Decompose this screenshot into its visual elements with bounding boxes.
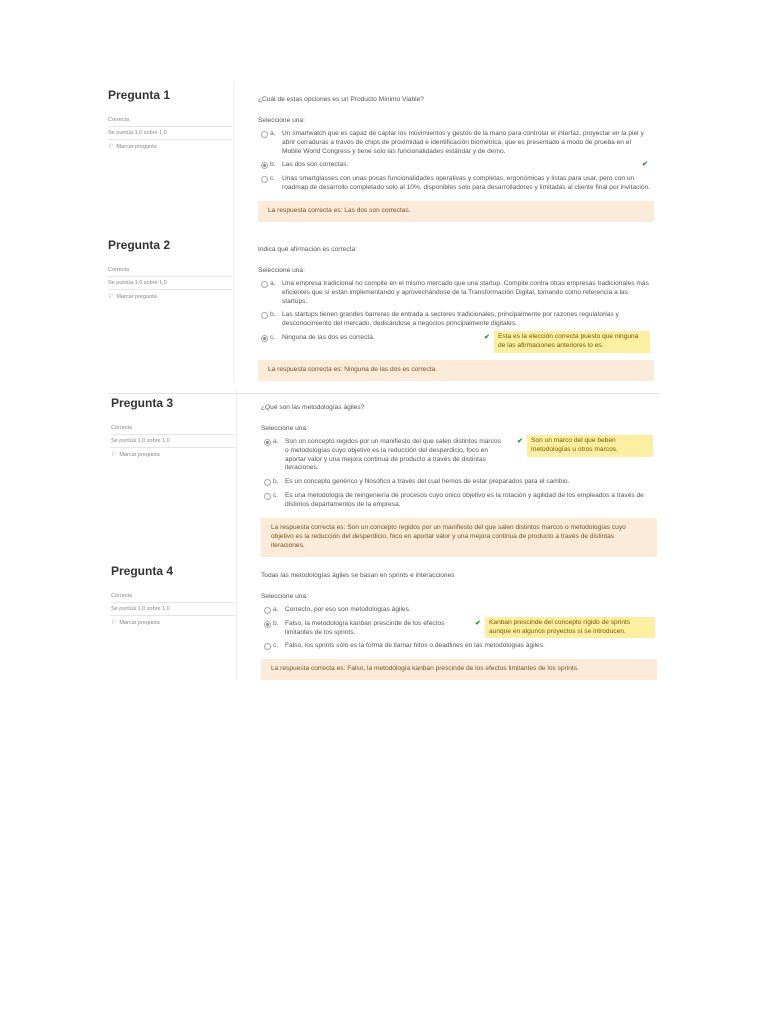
option-c[interactable]: c. Falso, los sprints sólo es la forma de llamar hitos o deadlines en las metodologías ágiles. <box>261 642 657 651</box>
question-content <box>261 404 657 557</box>
question-info <box>111 564 235 629</box>
option-text: Las dos son correctas. <box>282 161 349 169</box>
option-text: Una empresa tradicional no compite en el mismo mercado que una startup. Compite contra otras empresas tradicionales más eficientes que sí están implementando y aprovechándose de la Transformación Digital, tomando como referencia a las startups. <box>282 279 649 305</box>
option-text: Un smartwatch que es capaz de captar los movimientos y gestos de la mano para controlar el interfaz, proyectar en la piel y abrir cerraduras a través de chips de proximidad e identificación biométrica, que es presentado a modo de prueba en el Mobile World Congress y tiene solo las funcionalidades estándar y de demo. <box>282 129 644 155</box>
divider <box>236 558 237 680</box>
option-text: Unas smartglasses con unas pocas funcionalidades operativas y completas, ergonómicas y listas para usar, pero con un roadmap de desarrollo completado solo al 10%, disponibles solo para desarrolladores y limitadas al cliente final por invitación. <box>282 175 650 192</box>
option-b[interactable]: b. Es un concepto genérico y filosófico a través del cual hemos de estar preparados para el cambio. <box>261 478 657 487</box>
question-title: Pregunta 4 <box>111 564 174 578</box>
radio-a[interactable] <box>264 607 271 614</box>
option-a[interactable]: a. Una empresa tradicional no compite en el mismo mercado que una startup. Compite contra otras empresas tradicionales más eficientes que sí están implementando y aprovechándose de la Transformación Digital, tomando como referencia a las startups. <box>258 280 652 307</box>
check-icon: ✔ <box>484 334 490 342</box>
radio-a[interactable] <box>261 281 268 288</box>
select-label: Seleccione una: <box>261 592 308 600</box>
radio-b[interactable] <box>261 162 268 169</box>
specific-feedback: Son un marco del que beben metodologías u otros marcos. <box>527 435 653 457</box>
correct-answer-box: La respuesta correcta es: Ninguna de las dos es correcta. <box>258 360 654 381</box>
flag-question-link[interactable]: ⚐ Marcar pregunta <box>108 144 157 150</box>
question-score: Se puntúa 1,0 sobre 1,0 <box>111 603 235 616</box>
divider <box>236 390 237 558</box>
check-icon: ✔ <box>642 161 648 169</box>
option-c[interactable]: c. Es una metodología de reingeniería de procesos cuyo único objetivo es la rotación y agilidad de los empleados a través de distintos departamentos de la empresa. <box>261 492 657 510</box>
specific-feedback: Kanban prescinde del concepto rígido de sprints aunque en algunos proyectos sí se introducen. <box>485 617 655 639</box>
option-c[interactable]: c. Unas smartglasses con unas pocas funcionalidades operativas y completas, ergonómicas y listas para usar, pero con un roadmap de desarrollo completado solo al 10%, disponibles solo para desarrolladores y limitadas al cliente final por invitación. <box>258 175 652 193</box>
option-text: Son un concepto regidos por un manifiesto del que salen distintos marcos o metodologías cuyo objetivo es la reducción del desperdicio, foco en aportar valor y una mejora continua de producto a través de distintas iteraciones. <box>285 437 501 472</box>
question-score: Se puntúa 1,0 sobre 1,0 <box>108 277 232 290</box>
option-b[interactable]: b. Las startups tienen grandes barreras de entrada a sectores tradicionales, principalmente por razones regulatorias y desconocimiento del mercado, dedicándose a negocios principalmente digitales. <box>258 311 652 329</box>
flag-question-link[interactable]: ⚐ Marcar pregunta <box>111 452 160 458</box>
page-separator <box>108 393 660 394</box>
option-a[interactable]: a. Correcto, por eso son metodologías ágiles. <box>261 606 657 615</box>
option-text: Ninguna de las dos es correcta. <box>282 334 375 342</box>
divider <box>233 82 234 238</box>
radio-b[interactable] <box>264 479 271 486</box>
flag-question-link[interactable]: ⚐ Marcar pregunta <box>111 620 160 626</box>
correct-answer-box: La respuesta correcta es: Falso, la metodología kanban prescinde de los efectos limitantes de los sprints. <box>261 659 657 680</box>
select-label: Seleccione una: <box>258 266 305 274</box>
option-c[interactable]: c. Ninguna de las dos es correcta. ✔ Esta es la elección correcta puesto que ninguna de las afirmaciones anteriores lo es. <box>258 334 654 352</box>
question-content <box>261 572 657 680</box>
radio-c[interactable] <box>264 493 271 500</box>
question-4 <box>111 564 659 682</box>
option-b[interactable]: b. Falso, la metodología kanban prescinde de los efectos limitantes de los sprints. ✔ Kanban prescinde del concepto rígido de sprints aunque en algunos proyectos sí se introducen. <box>261 620 465 638</box>
option-text: Correcto, por eso son metodologías ágiles. <box>285 605 411 613</box>
question-text: Indica qué afirmación es correcta: <box>258 246 357 253</box>
option-text: Falso, la metodología kanban prescinde de los efectos limitantes de los sprints. <box>285 619 445 636</box>
option-b[interactable]: b. Las dos son correctas. ✔ <box>258 161 654 170</box>
check-icon: ✔ <box>475 619 481 627</box>
divider <box>233 232 234 382</box>
question-text: ¿Qué son las metodologías ágiles? <box>261 404 365 411</box>
select-label: Seleccione una: <box>261 424 308 432</box>
question-status: Correcta <box>108 114 232 127</box>
question-3 <box>111 396 659 561</box>
radio-c[interactable] <box>261 335 268 342</box>
question-info <box>108 238 232 303</box>
option-text: Falso, los sprints sólo es la forma de llamar hitos o deadlines en las metodologías ágiles. <box>285 642 545 650</box>
flag-icon: ⚐ <box>111 452 117 458</box>
question-content <box>258 246 654 381</box>
question-score: Se puntúa 1,0 sobre 1,0 <box>111 435 235 448</box>
correct-answer-box: La respuesta correcta es: Las dos son correctas. <box>258 201 654 222</box>
question-title: Pregunta 2 <box>108 238 171 252</box>
check-icon: ✔ <box>517 437 523 445</box>
option-a[interactable]: a. Un smartwatch que es capaz de captar los movimientos y gestos de la mano para controlar el interfaz, proyectar en la piel y abrir cerraduras a través de chips de proximidad e identificación biométrica, que es presentado a modo de prueba en el Mobile World Congress y tiene solo las funcionalidades estándar y de demo. <box>258 130 652 157</box>
correct-answer-box: La respuesta correcta es: Son un concepto regidos por un manifiesto del que salen distintos marcos o metodologías cuyo objetivo es la reducción del desperdicio, foco en aportar valor y una mejora continua de producto a través de distintas iteraciones. <box>261 518 657 557</box>
question-title: Pregunta 3 <box>111 396 174 410</box>
flag-question-link[interactable]: ⚐ Marcar pregunta <box>108 294 157 300</box>
question-1 <box>108 88 656 238</box>
question-info <box>111 396 235 461</box>
question-title: Pregunta 1 <box>108 88 171 102</box>
radio-a[interactable] <box>261 131 268 138</box>
specific-feedback: Esta es la elección correcta puesto que ninguna de las afirmaciones anteriores lo es. <box>494 331 650 353</box>
option-a[interactable]: a. Son un concepto regidos por un manifiesto del que salen distintos marcos o metodologías cuyo objetivo es la reducción del desperdicio, foco en aportar valor y una mejora continua de producto a través de distintas iteraciones. ✔ Son un marco del que beben metodologías u otros marcos. <box>261 438 505 474</box>
flag-icon: ⚐ <box>108 144 114 150</box>
question-score: Se puntúa 1,0 sobre 1,0 <box>108 127 232 140</box>
question-info <box>108 88 232 153</box>
option-text: Las startups tienen grandes barreras de entrada a sectores tradicionales, principalmente por razones regulatorias y desconocimiento del mercado, dedicándose a negocios principalmente digitales. <box>282 311 619 328</box>
select-label: Seleccione una: <box>258 116 305 124</box>
option-text: Es un concepto genérico y filosófico a través del cual hemos de estar preparados para el cambio. <box>285 478 570 486</box>
radio-a[interactable] <box>264 439 271 446</box>
question-status: Correcta <box>111 590 235 603</box>
flag-icon: ⚐ <box>111 620 117 626</box>
question-2 <box>108 238 656 388</box>
option-text: Es una metodología de reingeniería de procesos cuyo único objetivo es la rotación y agilidad de los empleados a través de distintos departamentos de la empresa. <box>285 492 644 509</box>
flag-icon: ⚐ <box>108 294 114 300</box>
radio-b[interactable] <box>264 621 271 628</box>
radio-c[interactable] <box>261 176 268 183</box>
question-text: Todas las metodologías ágiles se basan en sprints e interacciones <box>261 572 455 579</box>
question-content <box>258 96 654 222</box>
radio-b[interactable] <box>261 312 268 319</box>
question-text: ¿Cuál de estas opciones es un Producto Mínimo Viable? <box>258 96 424 103</box>
question-status: Correcta <box>108 264 232 277</box>
question-status: Correcta <box>111 422 235 435</box>
radio-c[interactable] <box>264 643 271 650</box>
